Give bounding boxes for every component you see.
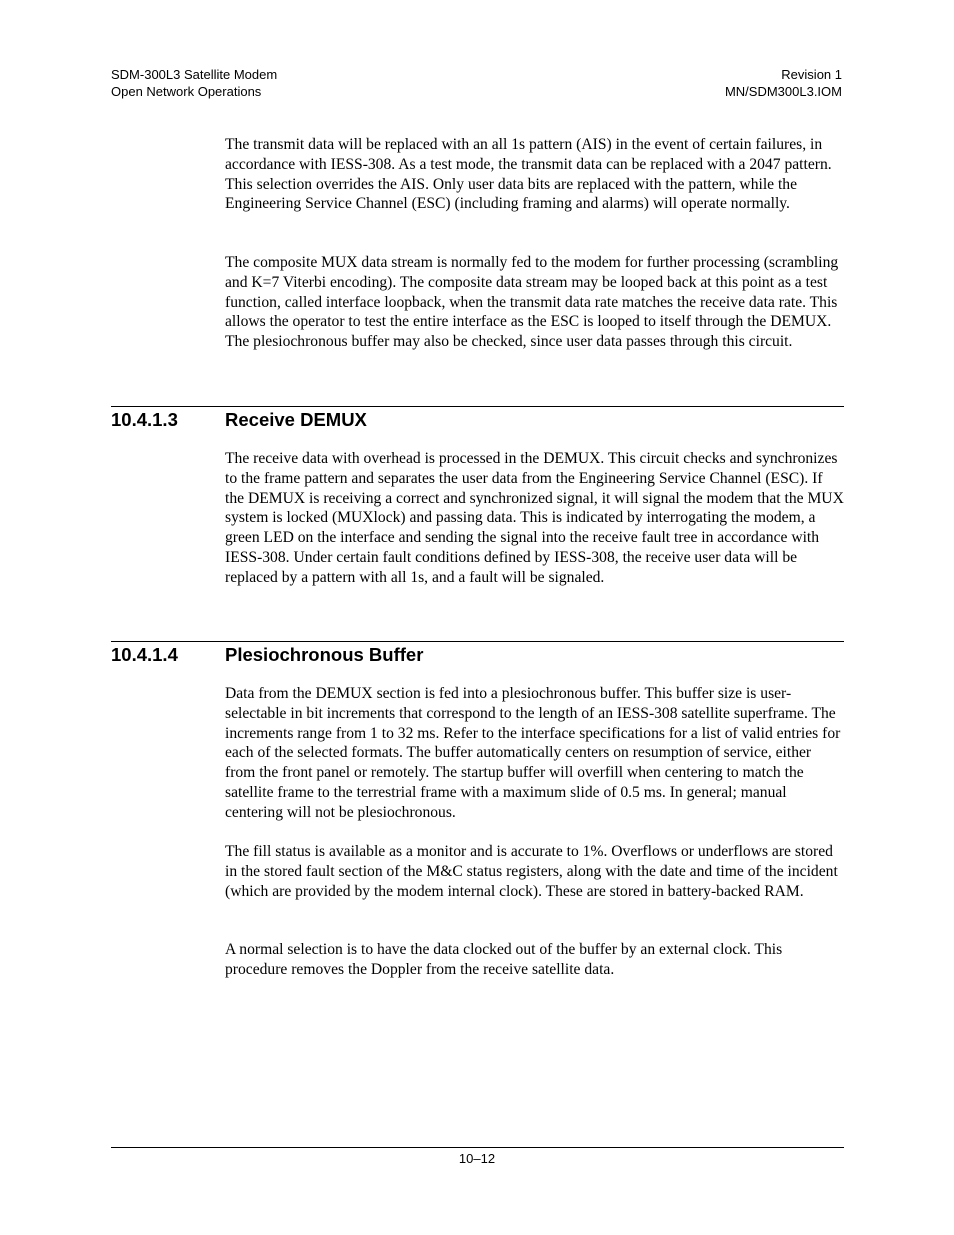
paragraph-transmit-ais: The transmit data will be replaced with an all 1s pattern (AIS) in the event of certain failures, in accordance with IESS-308. As a test mode, the transmit data can be replaced with a 2047 pattern. This selection overrides the AIS. Only user data bits are replaced with the pattern, while the Engineering Service Channel (ESC) (including framing and alarms) will operate normally. [225, 136, 832, 213]
paragraph-mux-loopback: The composite MUX data stream is normally fed to the modem for further processing (scrambling and K=7 Viterbi encoding). The composite data stream may be looped back at this point as a test function, called interface loopback, when the transmit data rate matches the receive data rate. This allows the operator to test the entire interface as the ESC is looped to itself through the DEMUX. The plesiochronous buffer may also be checked, since user data passes through this circuit. [225, 254, 839, 351]
section-title: Receive DEMUX [225, 409, 367, 430]
section-divider [111, 406, 844, 407]
footer-divider [111, 1147, 844, 1148]
paragraph-buffer-description: Data from the DEMUX section is fed into a plesiochronous buffer. This buffer size is user-selectable in bit increments that correspond to the length of an IESS-308 satellite superframe. The increments range from 1 to 32 ms. Refer to the interface specifications for a list of valid entries for each of the selected formats. The buffer automatically centers on resumption of service, either from the front panel or remotely. The startup buffer will overfill when centering to match the satellite frame to the terrestrial frame with a maximum slide of 0.5 ms. In general; manual centering will not be plesiochronous. [225, 685, 841, 821]
paragraph-external-clock: A normal selection is to have the data clocked out of the buffer by an external clock. This procedure removes the Doppler from the receive satellite data. [225, 941, 783, 978]
section-number: 10.4.1.4 [111, 644, 178, 665]
page-header-right [725, 67, 842, 100]
paragraph-receive-demux: The receive data with overhead is processed in the DEMUX. This circuit checks and synchronizes to the frame pattern and separates the user data from the Engineering Service Channel (ESC). If the DEMUX is receiving a correct and synchronized signal, it will signal the modem that the MUX system is locked (MUXlock) and passing data. This is indicated by interrogating the modem, a green LED on the interface and sending the signal into the receive fault tree in accordance with IESS-308. Under certain fault conditions defined by IESS-308, the receive user data will be replaced by a pattern with all 1s, and a fault will be signaled. [225, 450, 844, 586]
section-divider [111, 641, 844, 642]
page-header-left [111, 67, 277, 100]
document-title: SDM-300L3 Satellite Modem [111, 67, 278, 82]
section-number: 10.4.1.3 [111, 409, 178, 430]
chapter-title: Open Network Operations [111, 83, 262, 99]
revision-label: Revision 1 [781, 67, 842, 82]
paragraph-fill-status: The fill status is available as a monitor and is accurate to 1%. Overflows or underflows are stored in the stored fault section of the M&C status registers, along with the date and time of the incident (which are provided by the modem internal clock). These are stored in battery-backed RAM. [225, 843, 838, 900]
document-id: MN/SDM300L3.IOM [724, 83, 842, 99]
section-title: Plesiochronous Buffer [225, 644, 424, 665]
page-number: 10–12 [458, 1151, 496, 1166]
